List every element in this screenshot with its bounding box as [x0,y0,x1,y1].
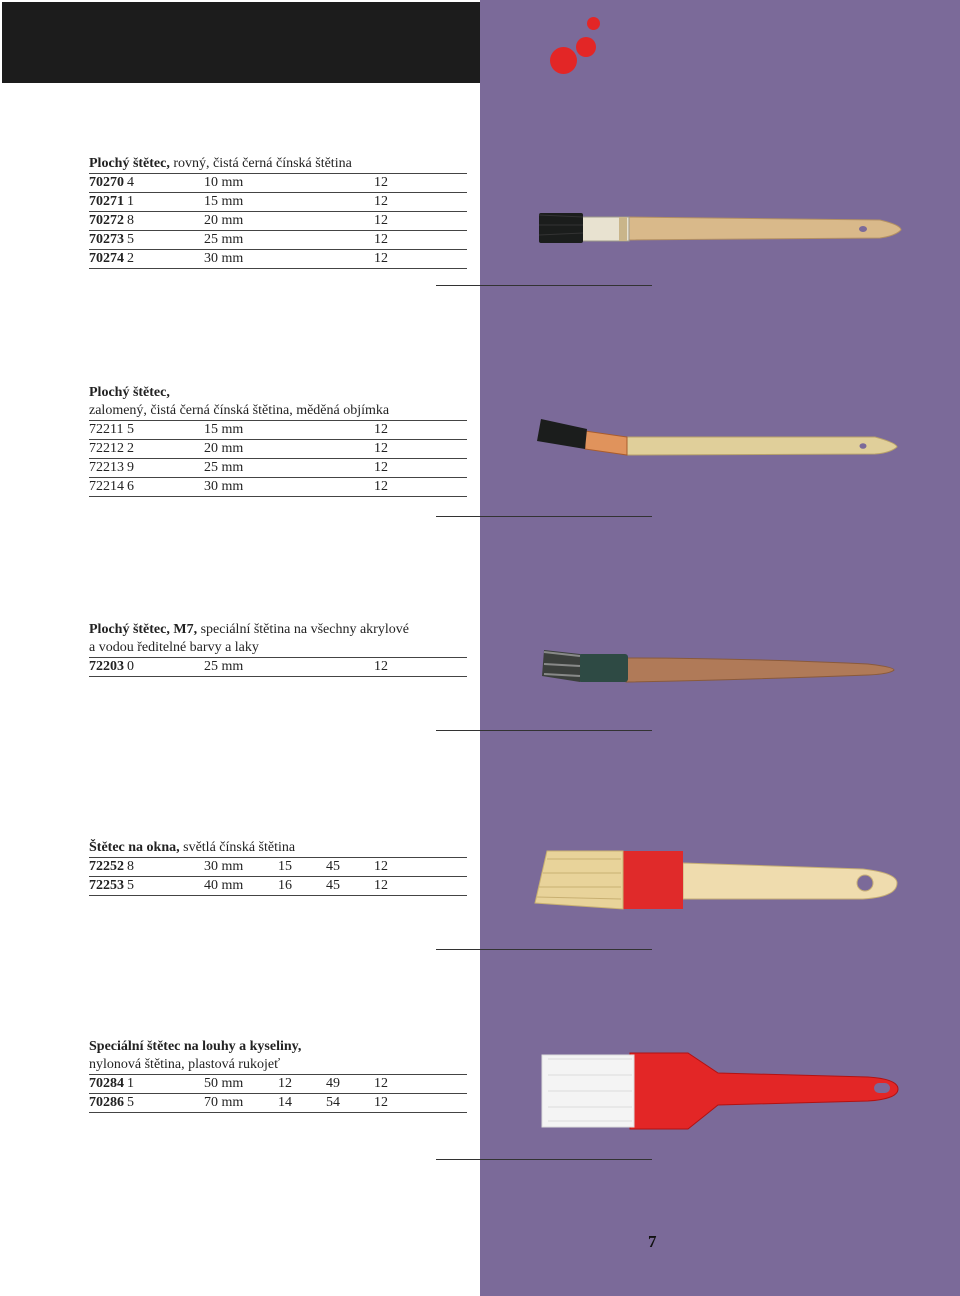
flat-brush-m7-icon [538,642,898,687]
table-row: 70274 2 30 mm 12 [89,250,467,269]
table-row: 72253 5 40 mm 16 45 12 [89,877,467,896]
table-row: 72203 0 25 mm 12 [89,657,467,677]
table-row: 72214 6 30 mm 12 [89,478,467,497]
table-row: 70272 8 20 mm 12 [89,212,467,231]
section-subtitle: nylonová štětina, plastová rukojeť [89,1057,281,1072]
table-row: 70284 1 50 mm 12 49 12 [89,1074,467,1094]
product-section-4 [89,839,467,896]
table-row: 70270 4 10 mm 12 [89,173,467,193]
section-divider [436,285,652,286]
section-divider [436,1159,652,1160]
flat-brush-angled-icon [535,413,905,463]
section-subtitle: zalomený, čistá černá čínská štětina, měděná objímka [89,403,390,418]
table-row: 70273 5 25 mm 12 [89,231,467,250]
flat-brush-straight-icon [535,205,905,250]
section-title: Speciální štětec na louhy a kyseliny, [89,1039,302,1054]
section-title: Plochý štětec, M7, speciální štětina na všechny akrylové [89,622,409,637]
acid-brush-icon [538,1045,903,1135]
section-title: Štětec na okna, světlá čínská štětina [89,840,296,855]
table-row: 70271 1 15 mm 12 [89,193,467,212]
section-title: Plochý štětec, [89,385,170,400]
window-brush-icon [533,843,903,918]
section-divider [436,516,652,517]
section-divider [436,730,652,731]
table-row: 72252 8 30 mm 15 45 12 [89,857,467,877]
product-section-2 [89,384,467,497]
page-number: 7 [648,1232,657,1251]
product-section-5 [89,1038,467,1113]
table-row: 72212 2 20 mm 12 [89,440,467,459]
product-section-1 [89,155,467,269]
table-row: 72213 9 25 mm 12 [89,459,467,478]
product-section-3 [89,621,467,677]
section-title: Plochý štětec, rovný, čistá černá čínská štětina [89,156,352,171]
table-row: 70286 5 70 mm 14 54 12 [89,1094,467,1113]
section-divider [436,949,652,950]
section-subtitle: a vodou ředitelné barvy a laky [89,640,259,655]
table-row: 72211 5 15 mm 12 [89,420,467,440]
